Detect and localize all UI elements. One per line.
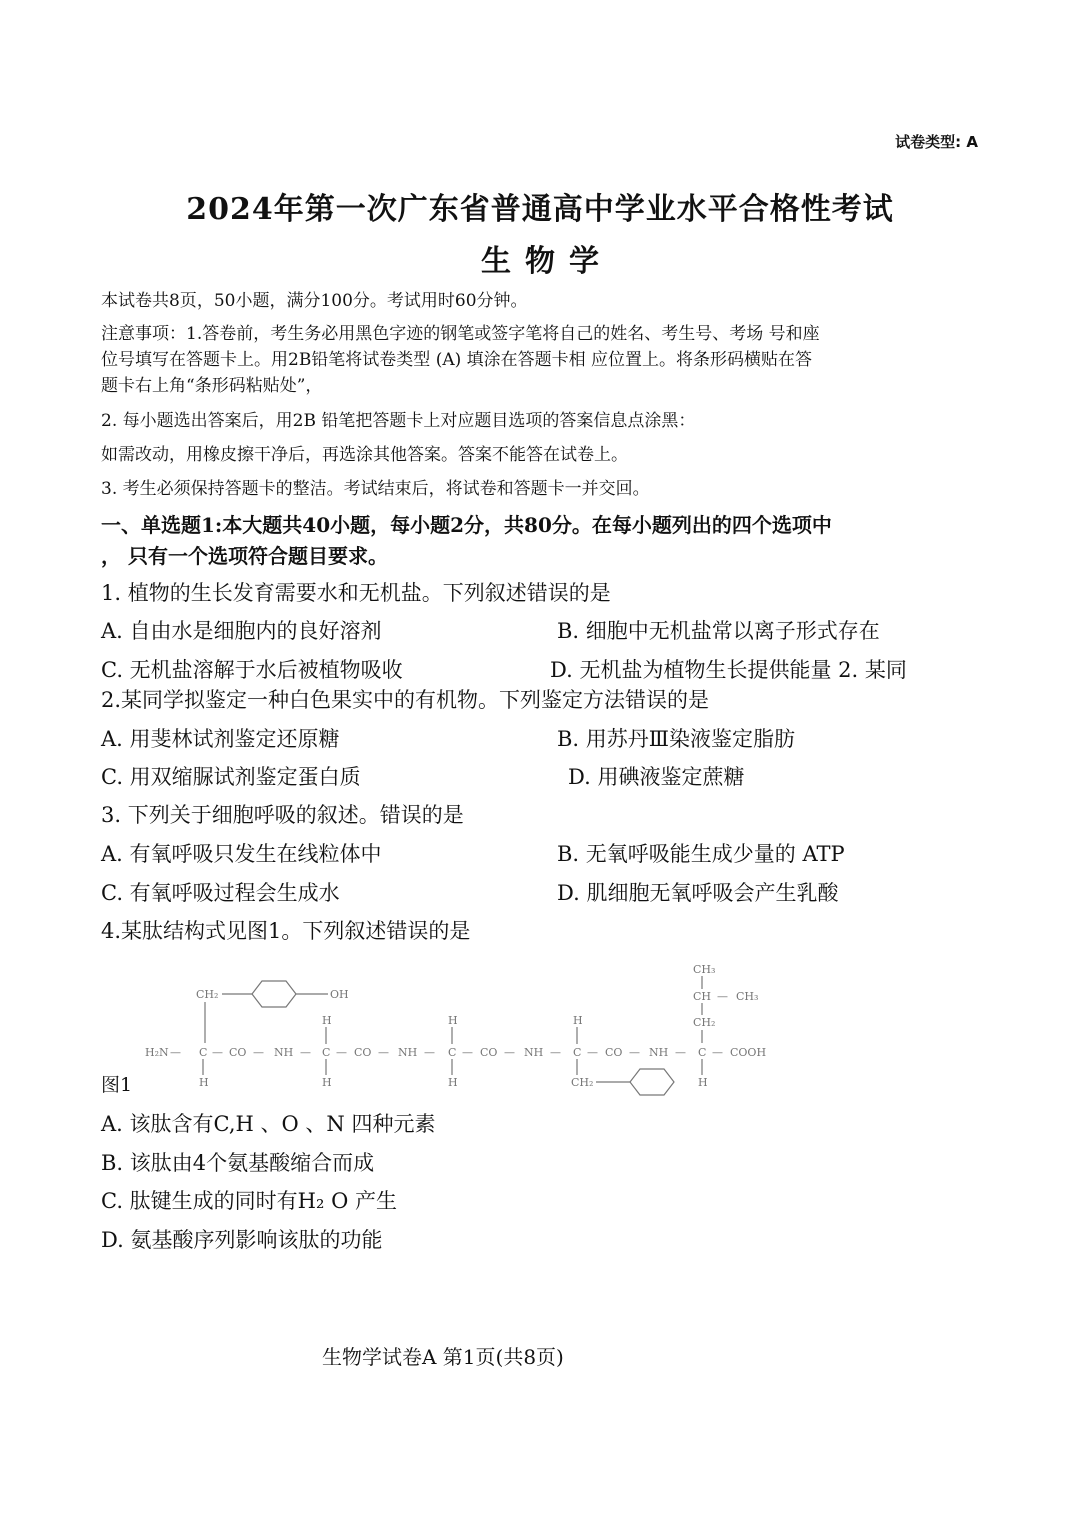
question-2-option-b: B. 用苏丹Ⅲ染液鉴定脂肪 [557,727,796,751]
atom-c: C [448,1046,457,1059]
question-1-stem: 1. 植物的生长发育需要水和无机盐。下列叙述错误的是 [101,581,611,605]
atom-ch: CH [693,990,712,1003]
question-3-option-d: D. 肌细胞无氧呼吸会产生乳酸 [557,881,839,905]
atom-cooh: COOH [730,1046,767,1059]
atom-h: H [448,1014,458,1027]
dash: — [300,1046,311,1059]
atom-c: C [573,1046,582,1059]
intro-text: 本试卷共8页，50小题，满分100分。考试用时60分钟。 [101,291,528,311]
dash: — [462,1046,473,1059]
question-2-option-d: D. 用碘液鉴定蔗糖 [568,765,745,789]
dash: — [629,1046,640,1059]
atom-h: H [199,1076,209,1089]
question-3-option-b: B. 无氧呼吸能生成少量的 ATP [557,842,845,866]
atom-h: H [322,1014,332,1027]
dash: — [550,1046,561,1059]
atom-h: H [448,1076,458,1089]
question-2-stem: 2.某同学拟鉴定一种白色果实中的有机物。下列鉴定方法错误的是 [101,688,710,712]
question-4-option-c: C. 肽键生成的同时有H₂ O 产生 [101,1189,397,1213]
dash: — [675,1046,686,1059]
question-1-option-c: C. 无机盐溶解于水后被植物吸收 [101,658,403,682]
question-4-option-d: D. 氨基酸序列影响该肽的功能 [101,1228,383,1252]
paper-type-label: 试卷类型: A [895,133,978,151]
question-4-option-a: A. 该肽含有C,H 、O 、N 四种元素 [101,1112,436,1136]
atom-nh: NH [524,1046,544,1059]
atom-h2n: H₂N [145,1046,169,1059]
dash: — [378,1046,389,1059]
question-2-option-a: A. 用斐林试剂鉴定还原糖 [101,727,340,751]
atom-co: CO [354,1046,372,1059]
dash: — [504,1046,515,1059]
dash: — [212,1046,223,1059]
atom-ch2: CH₂ [571,1076,594,1089]
atom-h: H [573,1014,583,1027]
subject-title: 生物学 [481,244,613,279]
exam-title: 2024年第一次广东省普通高中学业水平合格性考试 [186,192,894,227]
atom-c: C [698,1046,707,1059]
peptide-structure-figure [140,958,800,1098]
note-3: 3. 考生必须保持答题卡的整洁。考试结束后，将试卷和答题卡一并交回。 [101,479,650,499]
dash: — [424,1046,435,1059]
note-2-line-2: 如需改动，用橡皮擦干净后，再选涂其他答案。答案不能答在试卷上。 [101,445,628,465]
question-1-option-a: A. 自由水是细胞内的良好溶剂 [101,619,382,643]
page-footer: 生物学试卷A 第1页(共8页) [322,1345,564,1369]
dash: — [253,1046,264,1059]
atom-nh: NH [398,1046,418,1059]
question-1-option-d: D. 无机盐为植物生长提供能量 2. 某同 [550,658,907,682]
atom-h: H [322,1076,332,1089]
dash: — [587,1046,598,1059]
atom-ch2: CH₂ [196,988,219,1001]
dash: — [717,990,728,1003]
question-2-option-c: C. 用双缩脲试剂鉴定蛋白质 [101,765,361,789]
note-1-line-1: 注意事项：1.答卷前，考生务必用黑色字迹的钢笔或签字笔将自己的姓名、考生号、考场 号和座 [101,324,820,344]
section-heading-line-2: ， 只有一个选项符合题目要求。 [101,544,388,568]
question-3-option-a: A. 有氧呼吸只发生在线粒体中 [101,842,382,866]
atom-nh: NH [274,1046,294,1059]
note-1-line-2: 位号填写在答题卡上。用2B铅笔将试卷类型 (A) 填涂在答题卡相 应位置上。将条形码横贴在答 [101,350,813,370]
atom-ch3: CH₃ [736,990,759,1003]
note-2-line-1: 2. 每小题选出答案后，用2B 铅笔把答题卡上对应题目选项的答案信息点涂黑： [101,411,696,431]
atom-nh: NH [649,1046,669,1059]
atom-oh: OH [330,988,349,1001]
atom-co: CO [229,1046,247,1059]
atom-c: C [322,1046,331,1059]
question-4-option-b: B. 该肽由4个氨基酸缩合而成 [101,1151,375,1175]
question-1-option-b: B. 细胞中无机盐常以离子形式存在 [557,619,880,643]
atom-co: CO [480,1046,498,1059]
dash: — [336,1046,347,1059]
question-4-stem: 4.某肽结构式见图1。下列叙述错误的是 [101,919,471,943]
note-1-line-3: 题卡右上角“条形码粘贴处”， [101,376,323,396]
question-3-stem: 3. 下列关于细胞呼吸的叙述。错误的是 [101,803,464,827]
figure-label: 图1 [101,1074,133,1096]
section-heading-line-1: 一、单选题1:本大题共40小题，每小题2分，共80分。在每小题列出的四个选项中 [101,513,832,537]
question-3-option-c: C. 有氧呼吸过程会生成水 [101,881,340,905]
atom-c: C [199,1046,208,1059]
atom-h: H [698,1076,708,1089]
dash: — [712,1046,723,1059]
atom-ch2: CH₂ [693,1016,716,1029]
atom-ch3: CH₃ [693,963,716,976]
atom-co: CO [605,1046,623,1059]
dash: — [170,1046,181,1059]
